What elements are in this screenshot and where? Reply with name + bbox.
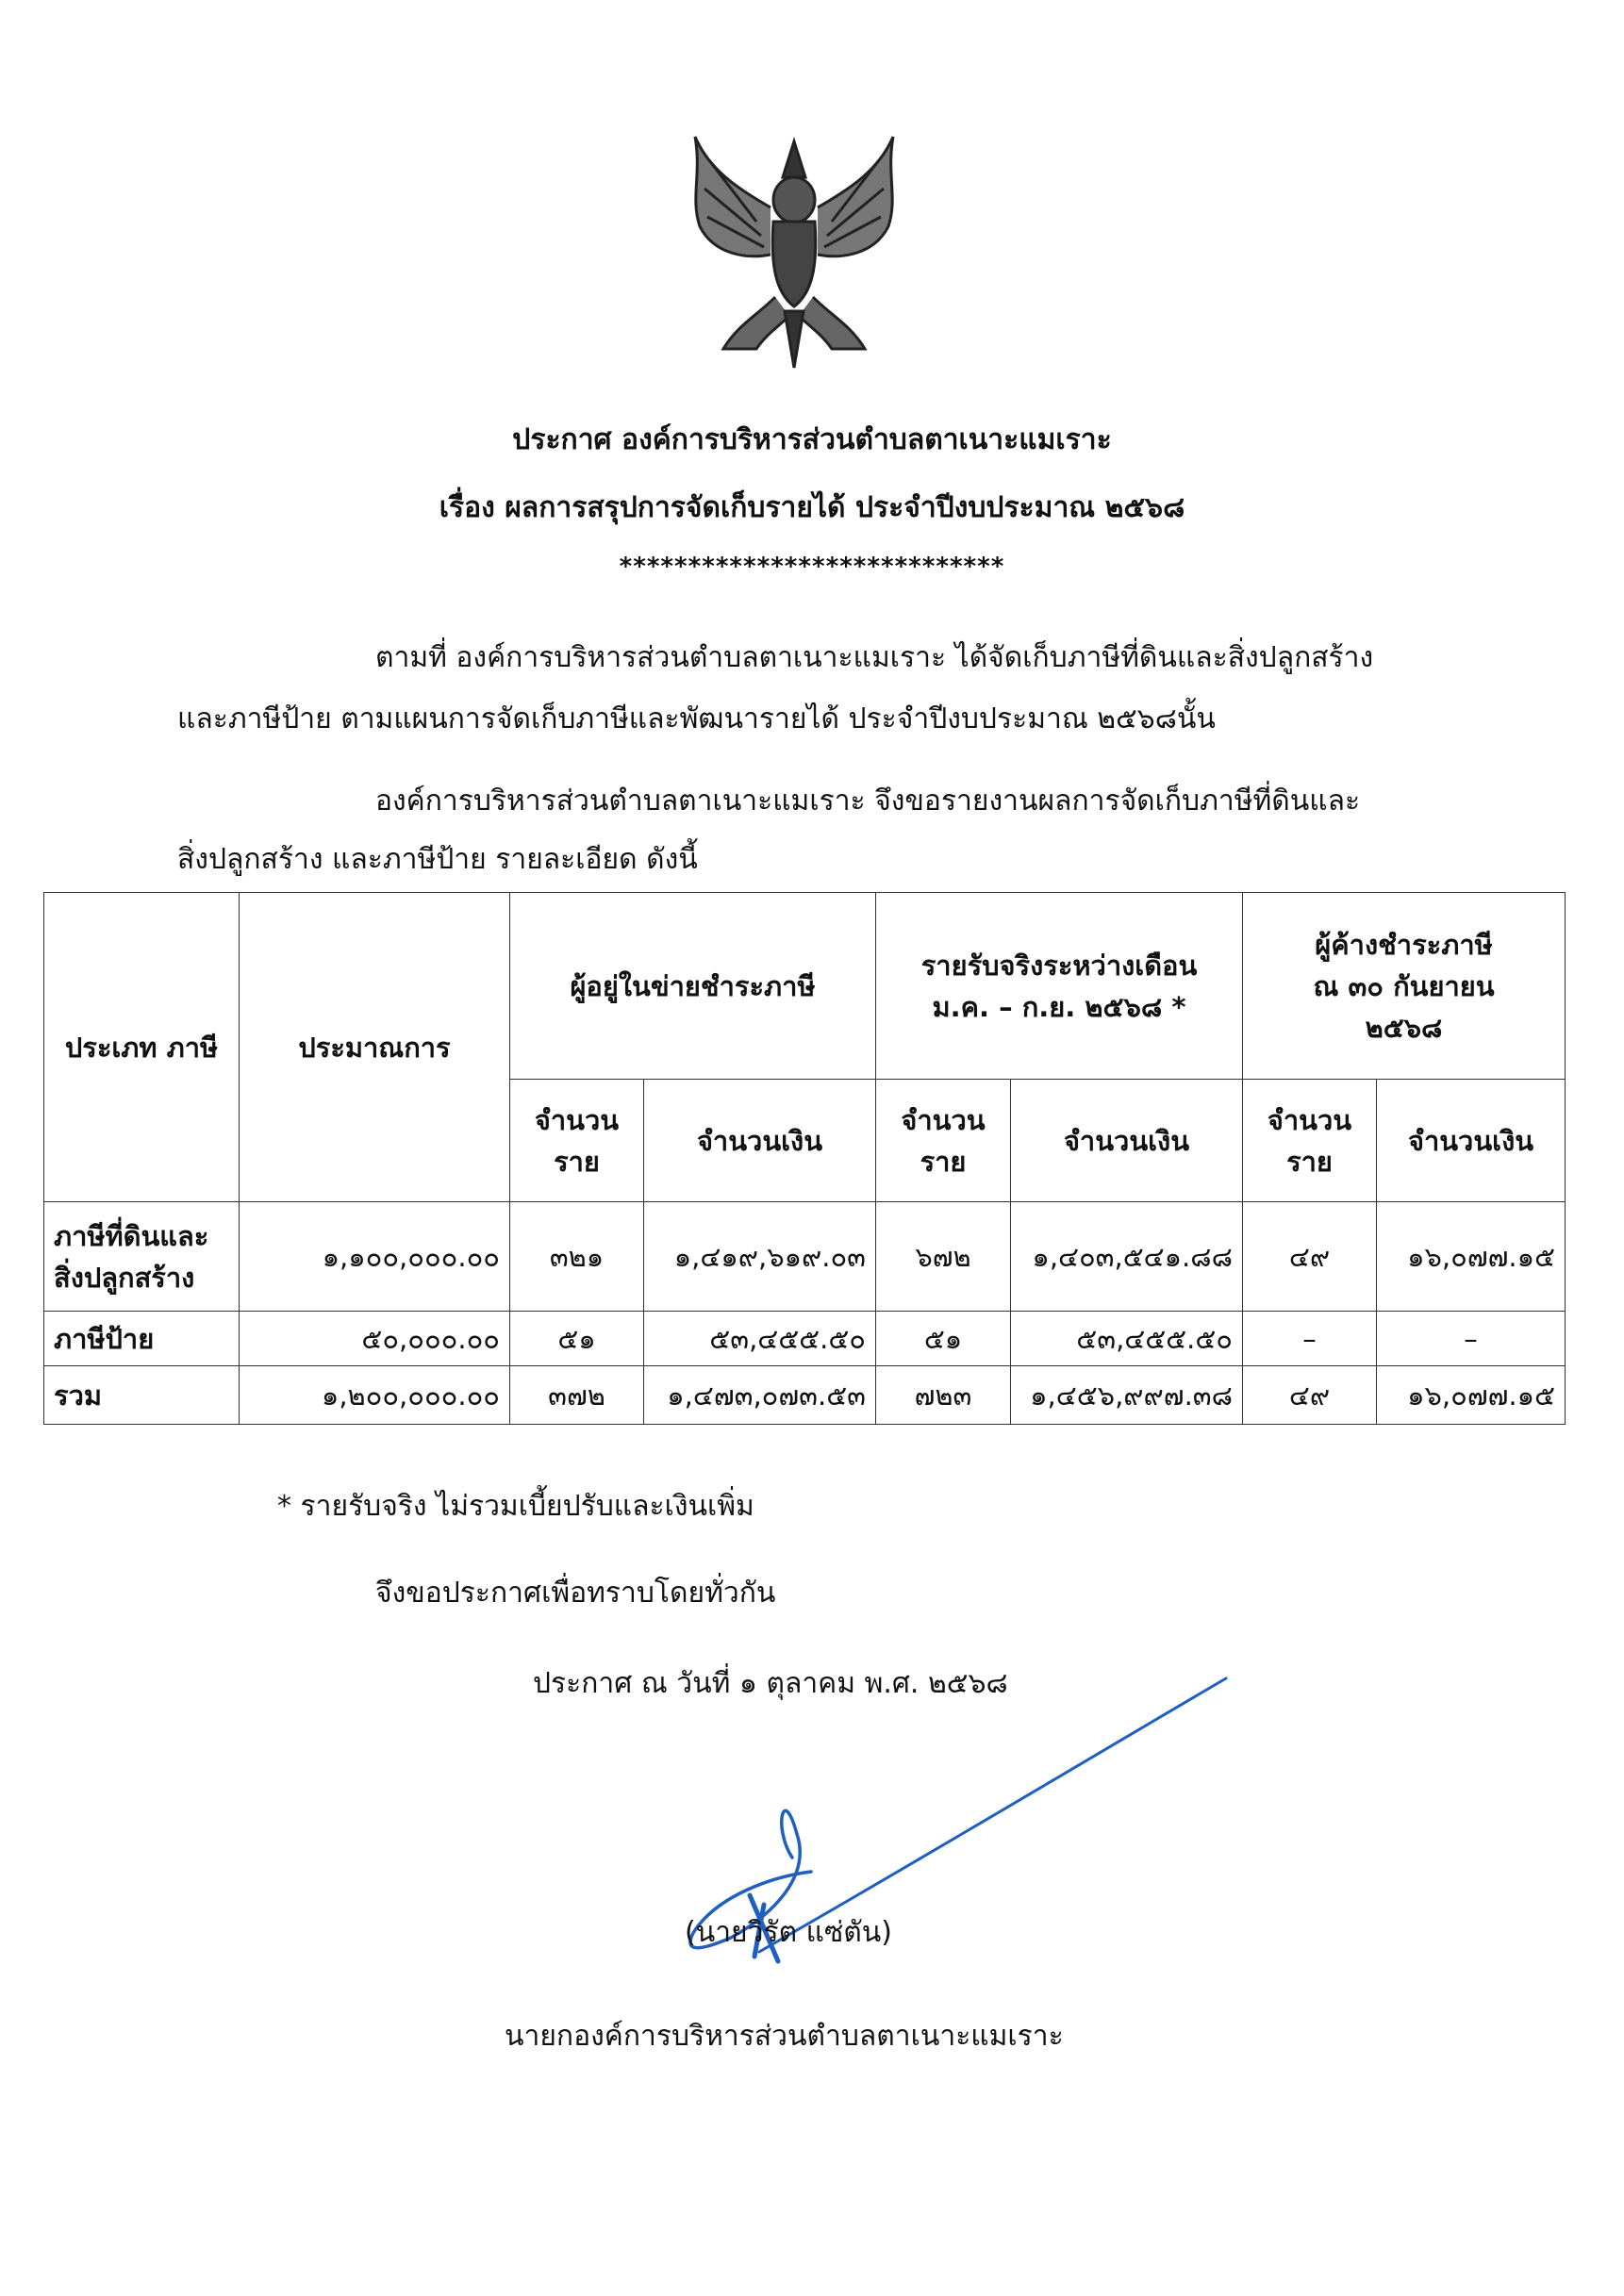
row-g2-count: ๕๑: [876, 1312, 1011, 1366]
signer-title: นายกองค์การบริหารส่วนตำบลตาเนาะแมเราะ: [505, 2020, 1064, 2053]
row-type: ภาษีที่ดินและสิ่งปลูกสร้าง: [44, 1202, 240, 1312]
announce-line: จึงขอประกาศเพื่อทราบโดยทั่วกัน: [375, 1577, 776, 1610]
row-g3-count: –: [1243, 1312, 1377, 1366]
table-row: [44, 1312, 1566, 1366]
row-g1-count: ๕๑: [510, 1312, 644, 1366]
row-g1-amount: ๑,๔๑๙,๖๑๙.๐๓: [644, 1202, 876, 1312]
para2-line1: องค์การบริหารส่วนตำบลตาเนาะแมเราะ จึงขอรายงานผลการจัดเก็บภาษีที่ดินและ: [375, 785, 1361, 818]
footnote: * รายรับจริง ไม่รวมเบี้ยปรับและเงินเพิ่ม: [277, 1490, 754, 1523]
row-g2-count: ๖๗๒: [876, 1202, 1011, 1312]
table-row: [44, 1366, 1566, 1425]
row-g2-amount: ๑,๔๐๓,๕๔๑.๘๘: [1011, 1202, 1243, 1312]
sub-header-amount: จำนวนเงิน: [1011, 1080, 1243, 1202]
row-g3-amount: –: [1377, 1312, 1566, 1366]
row-g1-count: ๓๗๒: [510, 1366, 644, 1425]
col-header-estimate: ประมาณการ: [240, 893, 510, 1202]
group3-line3: ๒๕๖๘: [1365, 1011, 1443, 1044]
group3-line2: ณ ๓๐ กันยายน: [1313, 969, 1495, 1002]
para1-line1: ตามที่ องค์การบริหารส่วนตำบลตาเนาะแมเราะ ได้จัดเก็บภาษีที่ดินและสิ่งปลูกสร้าง: [375, 641, 1374, 674]
table-row: [44, 1202, 1566, 1312]
row-g3-amount: ๑๖,๐๗๗.๑๕: [1377, 1366, 1566, 1425]
row-g1-amount: ๑,๔๗๓,๐๗๓.๕๓: [644, 1366, 876, 1425]
garuda-emblem: [681, 132, 907, 372]
row-estimate: ๑,๒๐๐,๐๐๐.๐๐: [240, 1366, 510, 1425]
row-g2-count: ๗๒๓: [876, 1366, 1011, 1425]
row-type: รวม: [44, 1366, 240, 1425]
row-g3-count: ๔๙: [1243, 1366, 1377, 1425]
sub-header-amount: จำนวนเงิน: [1377, 1080, 1566, 1202]
row-g2-amount: ๕๓,๔๕๕.๕๐: [1011, 1312, 1243, 1366]
row-g1-amount: ๕๓,๔๕๕.๕๐: [644, 1312, 876, 1366]
row-g3-amount: ๑๖,๐๗๗.๑๕: [1377, 1202, 1566, 1312]
announce-date: ประกาศ ณ วันที่ ๑ ตุลาคม พ.ศ. ๒๕๖๘: [533, 1667, 1008, 1700]
announcement-title: ประกาศ องค์การบริหารส่วนตำบลตาเนาะแมเราะ: [512, 423, 1112, 456]
group-header-outstanding: [1243, 893, 1566, 1080]
para1-line2: และภาษีป้าย ตามแผนการจัดเก็บภาษีและพัฒนารายได้ ประจำปีงบประมาณ ๒๕๖๘นั้น: [177, 702, 1216, 735]
group2-line2: ม.ค. – ก.ย. ๒๕๖๘ *: [932, 990, 1186, 1023]
signer-name: (นายวิรัต แซ่ตัน): [685, 1916, 893, 1949]
sub-header-count: จำนวน ราย: [876, 1080, 1011, 1202]
row-g3-count: ๔๙: [1243, 1202, 1377, 1312]
sub-header-amount: จำนวนเงิน: [644, 1080, 876, 1202]
group2-line1: รายรับจริงระหว่างเดือน: [920, 949, 1198, 982]
separator-stars: ****************************: [619, 553, 1005, 581]
sub-header-count: จำนวน ราย: [1243, 1080, 1377, 1202]
row-g2-amount: ๑,๔๕๖,๙๙๗.๓๘: [1011, 1366, 1243, 1425]
row-estimate: ๑,๑๐๐,๐๐๐.๐๐: [240, 1202, 510, 1312]
para2-line2: สิ่งปลูกสร้าง และภาษีป้าย รายละเอียด ดังนี้: [177, 843, 698, 876]
group-header-actual-revenue: [876, 893, 1243, 1080]
row-g1-count: ๓๒๑: [510, 1202, 644, 1312]
group-header-taxpayers: ผู้อยู่ในข่ายชำระภาษี: [510, 893, 876, 1080]
revenue-table: [43, 892, 1566, 1425]
row-type: ภาษีป้าย: [44, 1312, 240, 1366]
subject-line: เรื่อง ผลการสรุปการจัดเก็บรายได้ ประจำปีงบประมาณ ๒๕๖๘: [439, 491, 1185, 524]
group3-line1: ผู้ค้างชำระภาษี: [1315, 928, 1493, 961]
row-estimate: ๕๐,๐๐๐.๐๐: [240, 1312, 510, 1366]
sub-header-count: จำนวน ราย: [510, 1080, 644, 1202]
col-header-type: ประเภท ภาษี: [44, 893, 240, 1202]
